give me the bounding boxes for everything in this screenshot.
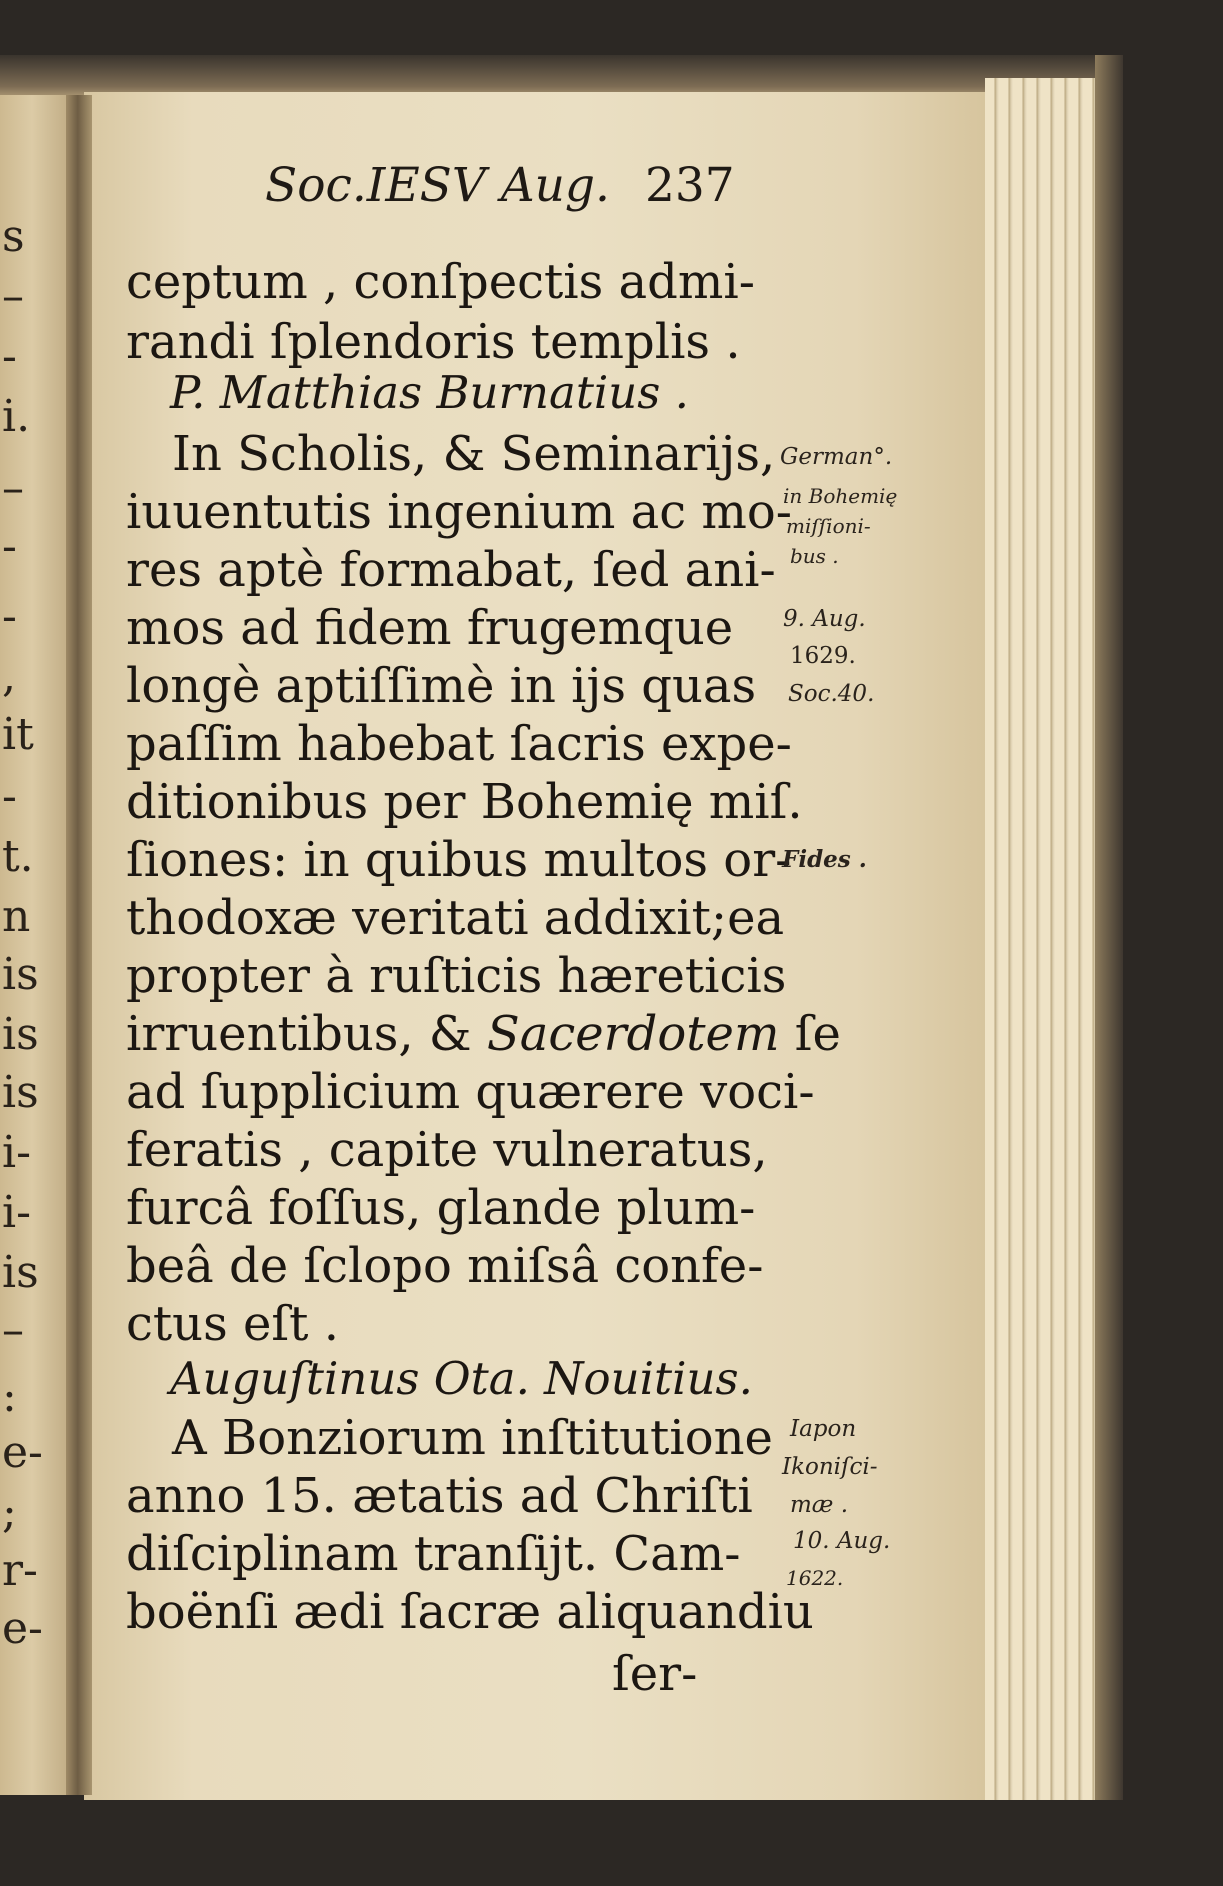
section-heading: P. Matthias Burnatius . (170, 366, 689, 419)
left-edge-char: i. (2, 391, 31, 442)
left-edge-char: s (2, 211, 25, 262)
margin-note-line: 1622. (786, 1566, 844, 1590)
margin-note-line: Iapon (790, 1416, 857, 1442)
text-line: beâ de ſclopo miſsâ confe- (126, 1238, 764, 1294)
text-line: anno 15. ætatis ad Chriſti (126, 1468, 753, 1524)
margin-note-line: Ikoniſci- (782, 1454, 878, 1480)
text-line: boënſi ædi ſacræ aliquandiu (126, 1584, 814, 1640)
page-number: 237 (645, 158, 735, 213)
text-line: ſiones: in quibus multos or- (126, 832, 792, 888)
running-head-title: Soc.IESV Aug. (265, 158, 610, 213)
margin-note-line: 1629. (790, 643, 856, 669)
margin-note-line: mæ . (790, 1492, 849, 1518)
book-gutter (66, 95, 92, 1795)
text-line: propter à ruſticis hæreticis (126, 948, 787, 1004)
left-edge-char: - (2, 771, 17, 822)
text-line: iuuentutis ingenium ac mo- (126, 484, 792, 540)
text-line: paſſim habebat ſacris expe- (126, 716, 792, 772)
text-line: res aptè formabat, ſed ani- (126, 542, 776, 598)
text-line: ad ſupplicium quærere voci- (126, 1064, 815, 1120)
left-edge-char: e- (2, 1603, 43, 1654)
left-edge-char: e- (2, 1427, 43, 1478)
left-edge-char: it (2, 709, 34, 760)
margin-note-line: miſſioni- (786, 514, 871, 538)
page-stack-edge (985, 78, 1100, 1813)
margin-note-line: in Bohemię (783, 484, 898, 508)
running-head (265, 158, 765, 213)
left-edge-char: is (2, 1247, 39, 1298)
text-span: ſe (779, 1006, 841, 1062)
left-edge-char: - (2, 521, 17, 572)
text-span-italic: Sacerdotem (486, 1006, 780, 1062)
left-edge-char: r- (2, 1545, 38, 1596)
left-edge-char: ; (2, 1487, 17, 1538)
left-edge-char: : (2, 1371, 17, 1422)
margin-note-line: bus . (790, 544, 839, 568)
left-edge-char: – (2, 271, 24, 322)
text-line: feratis , capite vulneratus, (126, 1122, 768, 1178)
text-line: furcâ foſſus, glande plum- (126, 1180, 756, 1236)
left-edge-char: is (2, 949, 39, 1000)
left-edge-char: is (2, 1009, 39, 1060)
text-line: diſciplinam tranſijt. Cam- (126, 1526, 741, 1582)
text-span: irruentibus, & (126, 1006, 487, 1062)
left-edge-char: is (2, 1067, 39, 1118)
text-line: ceptum , conſpectis admi- (126, 254, 755, 310)
left-edge-char: – (2, 1305, 24, 1356)
left-edge-char: , (2, 651, 16, 702)
text-line (126, 1006, 841, 1062)
margin-note-line: Fides . (782, 846, 867, 873)
text-line: ditionibus per Bohemię miſ. (126, 774, 803, 830)
text-line: mos ad fidem frugemque (126, 600, 734, 656)
text-line: thodoxæ veritati addixit;ea (126, 890, 785, 946)
margin-note-line: German°. (780, 444, 893, 470)
text-line: In Scholis, & Seminarijs, (172, 426, 776, 482)
margin-note-line: 10. Aug. (793, 1528, 891, 1554)
left-edge-char: - (2, 591, 17, 642)
left-edge-char: t. (2, 831, 34, 882)
left-edge-char: - (2, 331, 17, 382)
left-edge-char: – (2, 463, 24, 514)
cover-bottom (0, 1800, 1223, 1886)
catchword: ſer- (612, 1646, 698, 1702)
left-edge-char: n (2, 891, 31, 942)
cover-edge (1095, 55, 1123, 1825)
text-line: A Bonziorum inſtitutione (172, 1410, 773, 1466)
margin-note-line: Soc.40. (788, 681, 875, 707)
left-edge-char: i- (2, 1127, 31, 1178)
text-line: longè aptiſſimè in ijs quas (126, 658, 757, 714)
text-line: randi ſplendoris templis . (126, 314, 741, 370)
margin-note-line: 9. Aug. (783, 606, 866, 632)
section-heading: Auguſtinus Ota. Nouitius. (170, 1352, 753, 1405)
text-line: ctus eſt . (126, 1296, 339, 1352)
left-edge-char: i- (2, 1187, 31, 1238)
